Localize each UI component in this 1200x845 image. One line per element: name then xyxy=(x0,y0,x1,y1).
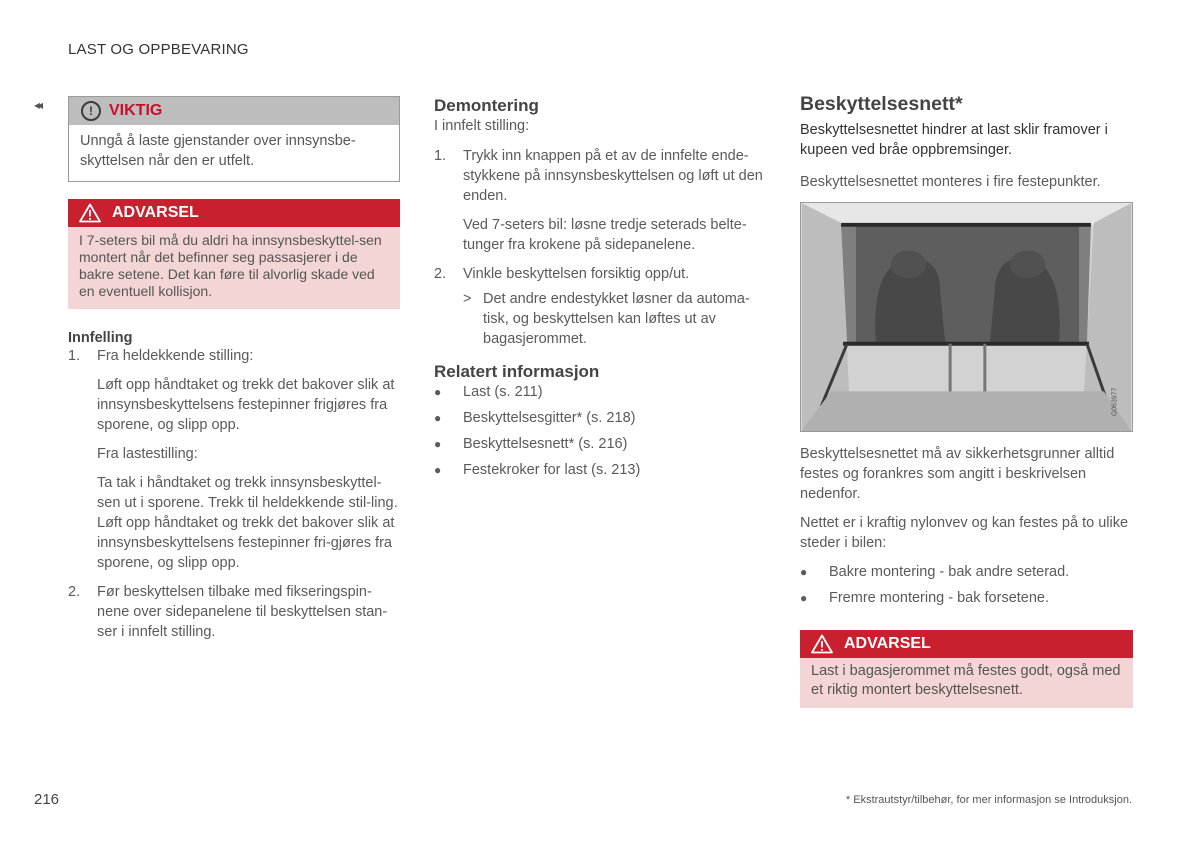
related-item[interactable] xyxy=(434,382,766,402)
warning-box-title: ADVARSEL xyxy=(844,635,931,652)
step-result xyxy=(434,289,766,349)
warning-box-header xyxy=(800,630,1133,658)
demontering-subtitle: I innfelt stilling: xyxy=(434,118,530,134)
list-item xyxy=(800,588,1133,608)
step-note: Ved 7-seters bil: løsne tredje seterads belte-tunger fra krokene på sidepanelene. xyxy=(463,217,747,253)
warning-box-title: ADVARSEL xyxy=(112,204,199,221)
warning-box xyxy=(800,630,1133,708)
section-title: LAST OG OPPBEVARING xyxy=(68,41,249,58)
bullet: ● xyxy=(434,385,442,399)
warning-triangle-icon xyxy=(811,634,833,654)
result-text: Det andre endestykket løsner da automa-tisk, og beskyttelsen kan løftes ut av bagasjerommet. xyxy=(483,291,750,347)
bullet: ● xyxy=(434,463,442,477)
step-number: 1. xyxy=(434,148,447,164)
related-link[interactable]: Beskyttelsesgitter* (s. 218) xyxy=(463,410,636,426)
beskyttelsesnett-heading: Beskyttelsesnett* xyxy=(800,93,963,115)
paragraph: Beskyttelsesnettet monteres i fire festepunkter. xyxy=(800,174,1101,190)
important-box-text: Unngå å laste gjenstander over innsynsbe-skyttelsen når den er utfelt. xyxy=(80,133,356,169)
related-item[interactable] xyxy=(434,460,766,480)
step-text: Løft opp håndtaket og trekk det bakover slik at innsynsbeskyttelsens festepinner frigjøres fra sporene, og slipp opp. xyxy=(97,377,395,433)
image-code: G063977 xyxy=(1111,387,1119,417)
related-list xyxy=(434,382,766,480)
result-arrow: > xyxy=(463,291,472,307)
related-link[interactable]: Beskyttelsesnett* (s. 216) xyxy=(463,436,628,452)
cargo-net-photo xyxy=(800,202,1133,432)
step-alt-label: Fra lastestilling: xyxy=(97,446,198,462)
innfelling-heading: Innfelling xyxy=(68,330,133,346)
list-item xyxy=(800,562,1133,582)
warning-box-text: Last i bagasjerommet må festes godt, også med et riktig montert beskyttelsesnett. xyxy=(800,658,1133,708)
column-middle xyxy=(434,96,766,480)
step-2 xyxy=(68,582,400,642)
warning-box-header xyxy=(68,199,400,227)
warning-box-text: I 7-seters bil må du aldri ha innsynsbeskyttel-sen montert når det befinner seg passasjerer i de bakre setene. Det kan føre til alvorlig skade ved en eventuell kollisjon. xyxy=(68,227,400,309)
column-right xyxy=(800,93,1133,708)
important-box-title: VIKTIG xyxy=(109,102,163,119)
warning-box xyxy=(68,199,400,309)
paragraph: Nettet er i kraftig nylonvev og kan festes på to ulike steder i bilen: xyxy=(800,515,1129,551)
bullet: ● xyxy=(800,591,808,605)
step-1 xyxy=(434,146,766,206)
important-box xyxy=(68,96,400,182)
related-item[interactable] xyxy=(434,434,766,454)
step-number: 2. xyxy=(434,266,447,282)
related-item[interactable] xyxy=(434,408,766,428)
bullet: ● xyxy=(434,437,442,451)
warning-triangle-icon xyxy=(79,203,101,223)
step-label: Fra heldekkende stilling: xyxy=(97,348,254,364)
list-item-text: Fremre montering - bak forsetene. xyxy=(829,590,1050,606)
step-alt-text: Ta tak i håndtaket og trekk innsynsbeskyttel-sen ut i sporene. Trekk til heldekkende stil-ling. Løft opp håndtaket og trekk det bakover slik at innsynsbeskyttelsens festepinner fri-gjøres fra sporene, og slipp opp. xyxy=(97,475,398,571)
demontering-heading: Demontering xyxy=(434,96,539,115)
lead-text: Beskyttelsesnettet hindrer at last sklir framover i kupeen ved bråe oppbremsinger. xyxy=(800,122,1108,158)
footnote: * Ekstrautstyr/tilbehør, for mer informasjon se Introduksjon. xyxy=(845,794,1132,806)
related-link[interactable]: Last (s. 211) xyxy=(463,384,543,400)
important-box-header xyxy=(69,97,399,125)
step-number: 1. xyxy=(68,348,81,364)
paragraph: Beskyttelsesnettet må av sikkerhetsgrunner alltid festes og forankres som angitt i beskrivelsen nedenfor. xyxy=(800,446,1115,502)
related-link[interactable]: Festekroker for last (s. 213) xyxy=(463,462,641,478)
related-heading: Relatert informasjon xyxy=(434,362,600,381)
step-text: Vinkle beskyttelsen forsiktig opp/ut. xyxy=(463,266,690,282)
bullet: ● xyxy=(800,565,808,579)
step-2 xyxy=(434,264,766,284)
column-left xyxy=(68,96,400,642)
list-item-text: Bakre montering - bak andre seterad. xyxy=(829,564,1070,580)
step-text: Trykk inn knappen på et av de innfelte ende-stykkene på innsynsbeskyttelsen og løft ut den enden. xyxy=(463,148,763,204)
bullet: ● xyxy=(434,411,442,425)
step-text: Før beskyttelsen tilbake med fikseringspin-nene over sidepanelene til beskyttelsen stan-ser i innfelt stilling. xyxy=(97,584,388,640)
previous-page-icon[interactable]: ◂◂ xyxy=(34,98,41,112)
step-1 xyxy=(68,346,400,366)
exclamation-circle-icon: ! xyxy=(81,101,101,121)
page-number: 216 xyxy=(34,791,60,808)
step-number: 2. xyxy=(68,584,81,600)
